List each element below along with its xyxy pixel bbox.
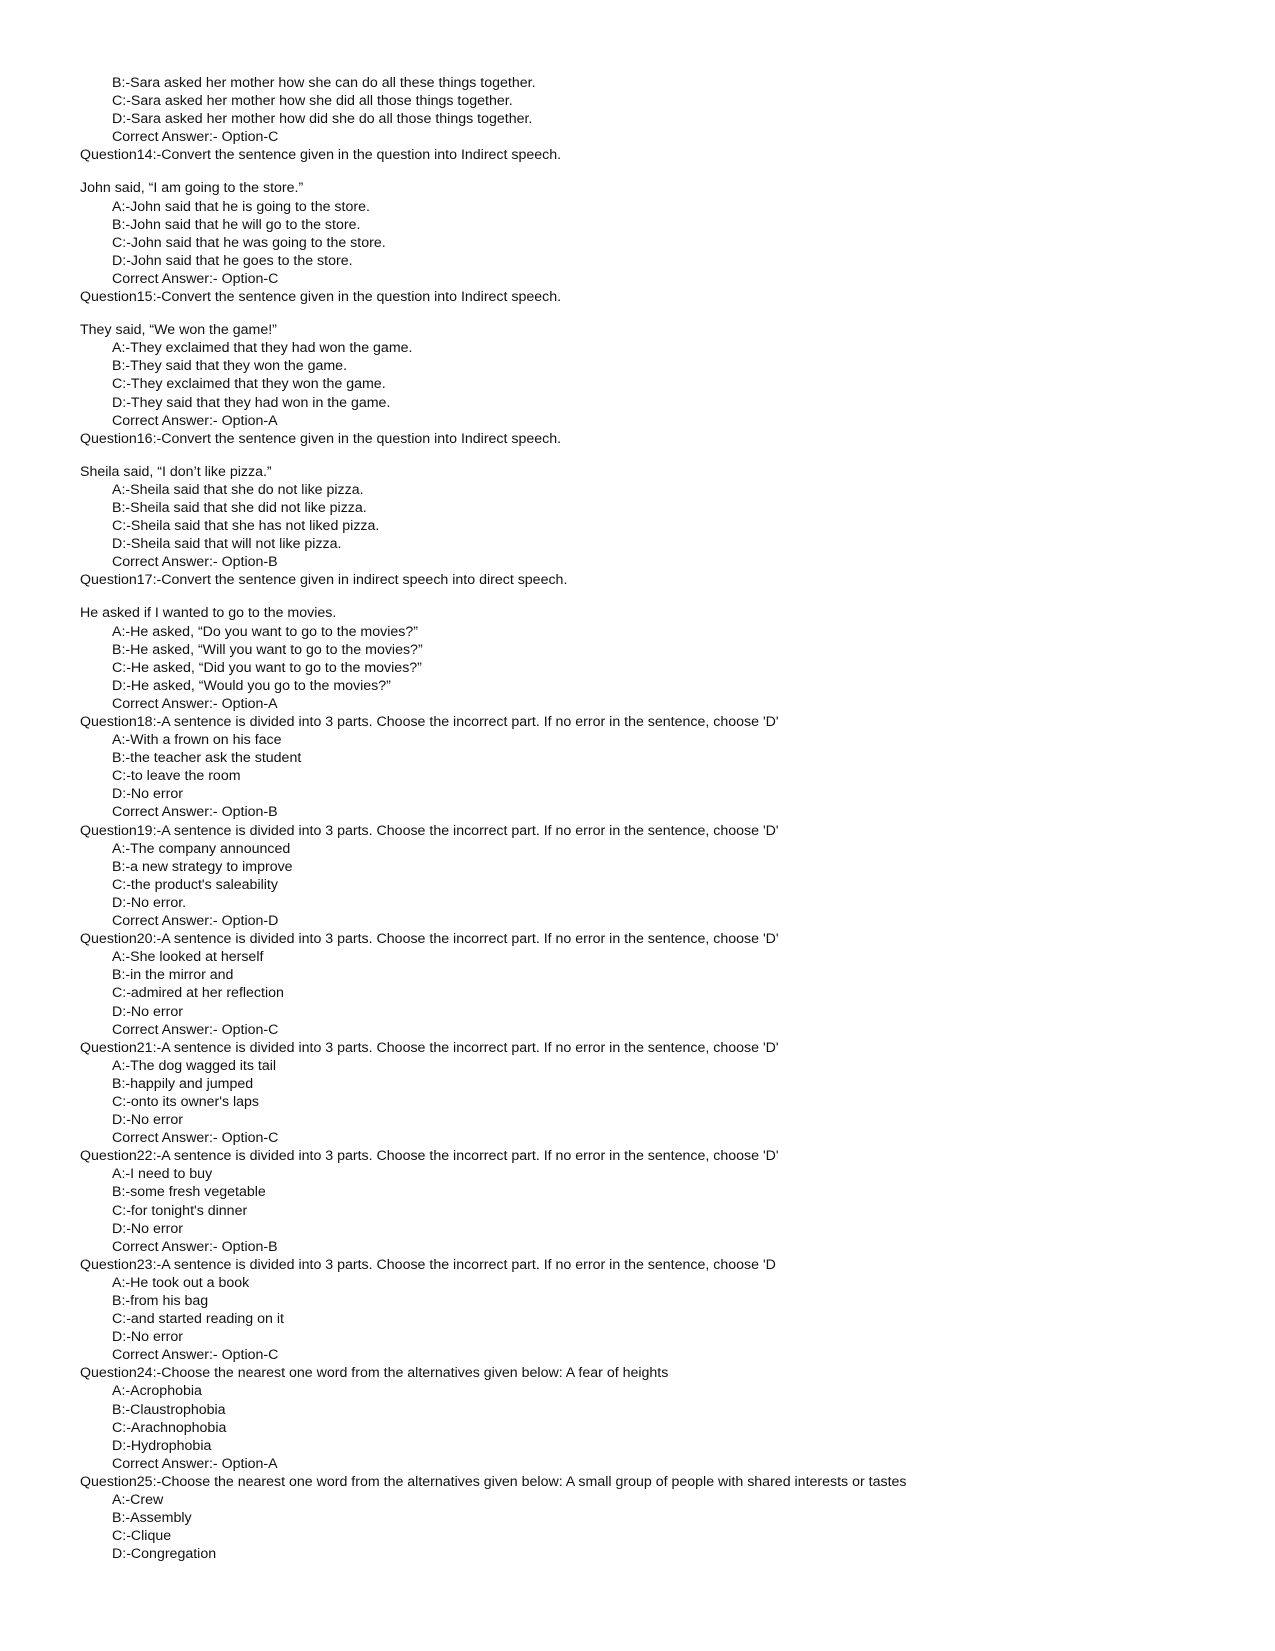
option-b: B:-He asked, “Will you want to go to the movies?”: [112, 641, 423, 658]
question-24-title: Question24:-Choose the nearest one word from the alternatives given below: A fear of heights: [80, 1365, 669, 1382]
correct-answer: Correct Answer:- Option-B: [112, 554, 278, 571]
option-c: C:-They exclaimed that they won the game.: [112, 376, 386, 393]
question-21-title: Question21:-A sentence is divided into 3 parts. Choose the incorrect part. If no error in the sentence, choose 'D': [80, 1039, 779, 1056]
option-b: B:-some fresh vegetable: [112, 1184, 266, 1201]
option-b: B:-Sheila said that she did not like pizza.: [112, 499, 367, 516]
option-d: D:-No error: [112, 1112, 183, 1129]
option-a: A:-With a frown on his face: [112, 732, 282, 749]
question-22-title: Question22:-A sentence is divided into 3 parts. Choose the incorrect part. If no error in the sentence, choose 'D': [80, 1148, 779, 1165]
option-c: C:-the product's saleability: [112, 876, 278, 893]
question-23-title: Question23:-A sentence is divided into 3 parts. Choose the incorrect part. If no error in the sentence, choose 'D: [80, 1256, 776, 1273]
option-d: D:-No error.: [112, 894, 187, 911]
option-c: C:-He asked, “Did you want to go to the movies?”: [112, 659, 422, 676]
option-b: B:-They said that they won the game.: [112, 358, 348, 375]
correct-answer: Correct Answer:- Option-C: [112, 1021, 279, 1038]
option-b: B:-Sara asked her mother how she can do all these things together.: [112, 75, 536, 91]
option-b: B:-Assembly: [112, 1510, 192, 1527]
option-d: D:-Hydrophobia: [112, 1437, 212, 1454]
question-18-title: Question18:-A sentence is divided into 3 parts. Choose the incorrect part. If no error in the sentence, choose 'D': [80, 714, 779, 730]
correct-answer: Correct Answer:- Option-C: [112, 270, 279, 287]
question-17-sentence: He asked if I wanted to go to the movies.: [80, 605, 337, 622]
question-17-title: Question17:-Convert the sentence given in indirect speech into direct speech.: [80, 572, 568, 589]
question-20-title: Question20:-A sentence is divided into 3 parts. Choose the incorrect part. If no error in the sentence, choose 'D': [80, 931, 779, 948]
question-document: [80, 74, 1230, 1563]
option-c: C:-admired at her reflection: [112, 985, 284, 1002]
correct-answer: Correct Answer:- Option-A: [112, 695, 278, 712]
option-c: C:-to leave the room: [112, 768, 241, 785]
question-14-sentence: John said, “I am going to the store.”: [80, 180, 304, 197]
option-b: B:-from his bag: [112, 1293, 209, 1309]
option-c: C:-for tonight's dinner: [112, 1202, 248, 1219]
option-a: A:-Crew: [112, 1492, 164, 1509]
option-d: D:-No error: [112, 1220, 183, 1237]
option-a: A:-Acrophobia: [112, 1383, 202, 1400]
question-14-title: Question14:-Convert the sentence given in the question into Indirect speech.: [80, 147, 562, 164]
option-a: A:-The dog wagged its tail: [112, 1057, 277, 1074]
question-19-title: Question19:-A sentence is divided into 3 parts. Choose the incorrect part. If no error in the sentence, choose 'D': [80, 822, 779, 839]
option-b: B:-a new strategy to improve: [112, 858, 293, 875]
option-d: D:-Sheila said that will not like pizza.: [112, 536, 342, 553]
question-15-sentence: They said, “We won the game!”: [80, 322, 277, 339]
option-b: B:-John said that he will go to the store.: [112, 216, 361, 233]
option-d: D:-Sara asked her mother how did she do all those things together.: [112, 111, 533, 128]
correct-answer: Correct Answer:- Option-C: [112, 1130, 279, 1147]
option-c: C:-John said that he was going to the store.: [112, 234, 386, 251]
option-a: A:-I need to buy: [112, 1166, 213, 1183]
option-a: A:-Sheila said that she do not like pizza.: [112, 481, 364, 498]
option-b: B:-the teacher ask the student: [112, 750, 302, 767]
option-c: C:-and started reading on it: [112, 1311, 284, 1328]
correct-answer: Correct Answer:- Option-C: [112, 1347, 279, 1364]
correct-answer: Correct Answer:- Option-B: [112, 804, 278, 821]
option-a: A:-They exclaimed that they had won the game.: [112, 340, 413, 357]
option-a: A:-He took out a book: [112, 1274, 250, 1291]
option-c: C:-Sheila said that she has not liked pizza.: [112, 518, 380, 535]
option-b: B:-happily and jumped: [112, 1075, 254, 1092]
correct-answer: Correct Answer:- Option-B: [112, 1238, 278, 1255]
option-a: A:-She looked at herself: [112, 949, 264, 966]
correct-answer: Correct Answer:- Option-A: [112, 1455, 278, 1472]
correct-answer: Correct Answer:- Option-C: [112, 129, 279, 146]
option-a: A:-John said that he is going to the store.: [112, 198, 370, 215]
option-d: D:-They said that they had won in the game.: [112, 394, 391, 411]
option-d: D:-No error: [112, 1003, 183, 1020]
question-16-sentence: Sheila said, “I don’t like pizza.”: [80, 463, 272, 480]
option-d: D:-Congregation: [112, 1546, 217, 1563]
option-d: D:-John said that he goes to the store.: [112, 252, 353, 269]
correct-answer: Correct Answer:- Option-A: [112, 412, 278, 429]
option-c: C:-onto its owner's laps: [112, 1093, 260, 1110]
question-16-title: Question16:-Convert the sentence given in the question into Indirect speech.: [80, 430, 562, 447]
option-b: B:-in the mirror and: [112, 967, 234, 984]
option-a: A:-The company announced: [112, 840, 291, 857]
option-b: B:-Claustrophobia: [112, 1401, 226, 1418]
correct-answer: Correct Answer:- Option-D: [112, 913, 279, 930]
question-25-title: Question25:-Choose the nearest one word from the alternatives given below: A small group of people with shared interests or tastes: [80, 1473, 907, 1490]
question-15-title: Question15:-Convert the sentence given in the question into Indirect speech.: [80, 289, 562, 306]
option-d: D:-He asked, “Would you go to the movies?”: [112, 677, 391, 694]
option-a: A:-He asked, “Do you want to go to the movies?”: [112, 623, 418, 640]
option-d: D:-No error: [112, 786, 183, 803]
option-c: C:-Arachnophobia: [112, 1419, 227, 1436]
option-c: C:-Clique: [112, 1528, 172, 1545]
option-d: D:-No error: [112, 1329, 183, 1346]
option-c: C:-Sara asked her mother how she did all those things together.: [112, 93, 513, 110]
